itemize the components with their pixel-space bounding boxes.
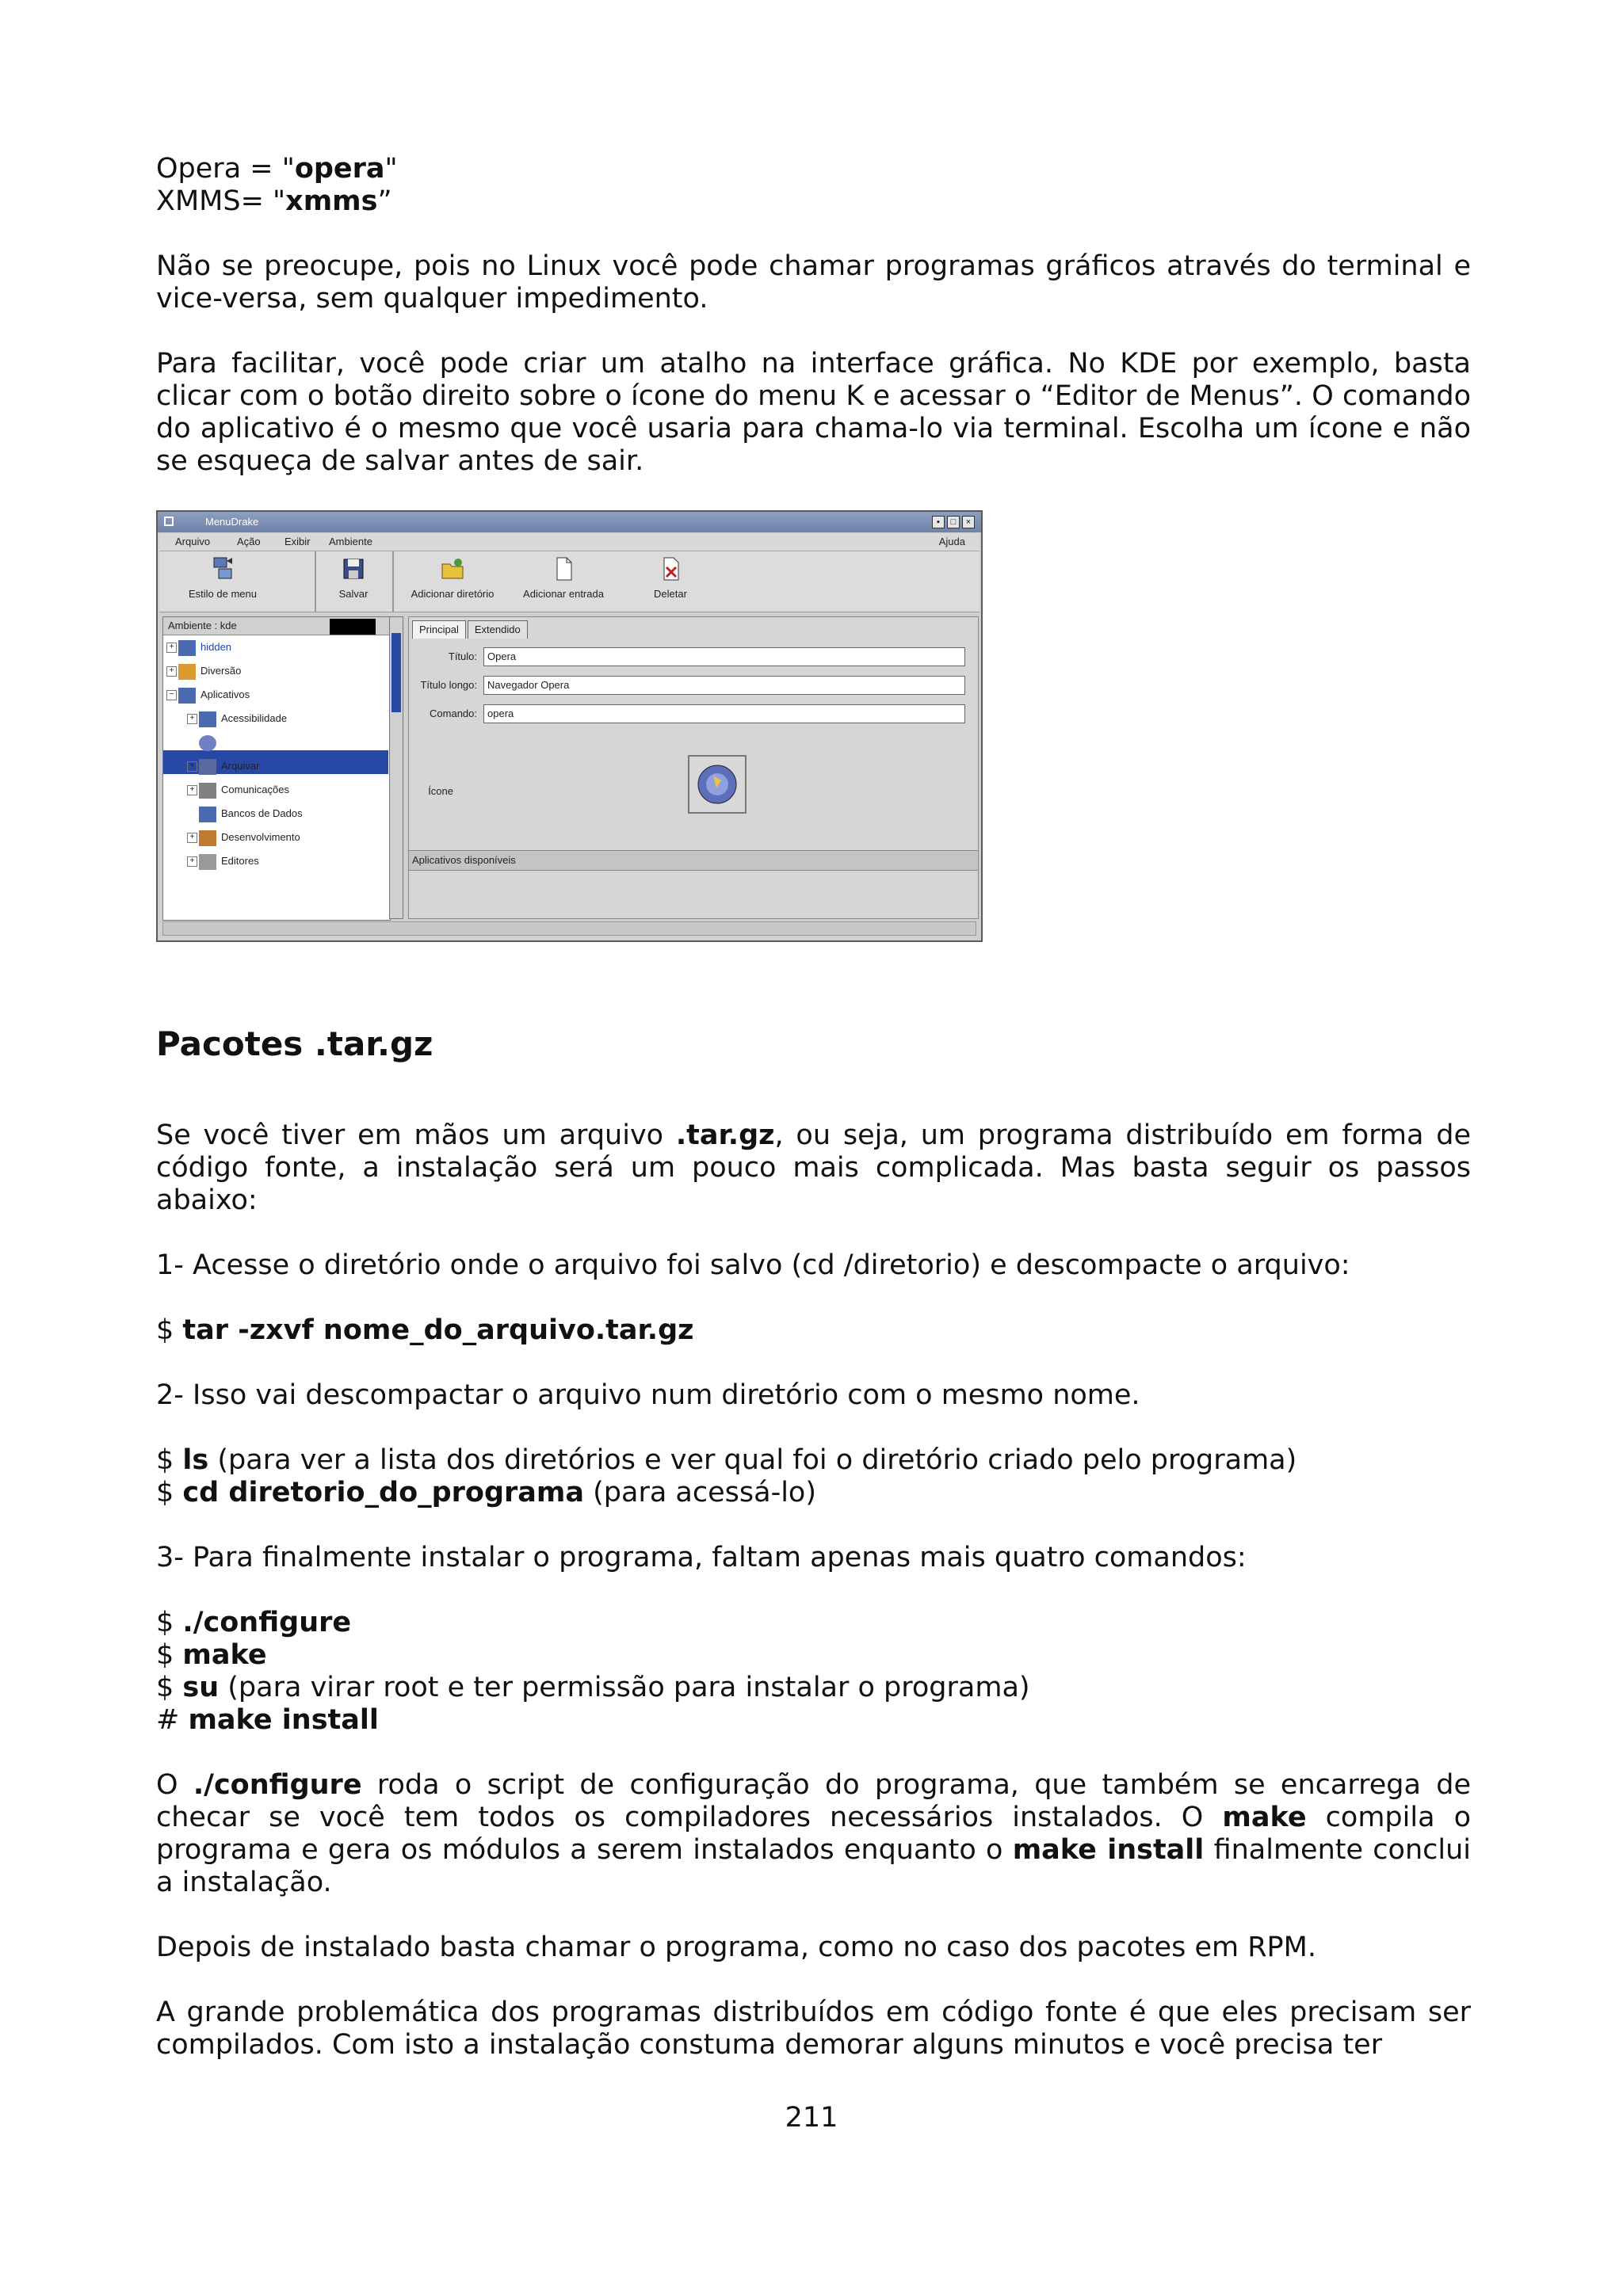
expand-icon: + — [187, 761, 197, 772]
menu-ajuda: Ajuda — [938, 536, 965, 547]
tab-bar — [412, 620, 529, 639]
tree-item-aplicativos — [166, 683, 250, 707]
menubar — [159, 533, 980, 551]
tree-item-comunicacoes — [187, 778, 289, 802]
toolbar-add-entry — [508, 556, 619, 601]
title-field: Opera — [483, 647, 965, 666]
folder-icon — [178, 640, 196, 656]
command-configure: $ ./configure — [156, 1607, 352, 1638]
toolbar-save-label: Salvar — [338, 588, 369, 600]
tree-item-diversao — [166, 659, 241, 683]
expand-icon: + — [187, 856, 197, 867]
menu-ambiente: Ambiente — [329, 536, 372, 547]
toolbar — [159, 551, 980, 612]
menu-exibir: Exibir — [285, 536, 311, 547]
expand-icon: + — [187, 833, 197, 843]
command-make-install: # make install — [156, 1704, 379, 1736]
tree-item-acessibilidade — [187, 707, 287, 730]
tree-scrollbar — [389, 616, 403, 919]
delete-icon — [659, 556, 682, 582]
command-block-install — [156, 1607, 1471, 1737]
tree-header — [163, 617, 390, 635]
intro-text: , ou seja, um programa distribuído em forma de código fonte, a instalação será um pouco mais complicada. Mas basta seguir os passos abaixo: — [156, 1119, 1471, 1216]
tree-item-opera — [187, 730, 250, 754]
toolbar-add-entry-label: Adicionar entrada — [523, 588, 604, 600]
opera-icon — [199, 735, 216, 751]
intro-bold: .tar.gz — [675, 1119, 775, 1151]
collapse-icon: − — [166, 690, 177, 700]
status-bar — [162, 921, 976, 936]
expand-icon: + — [166, 643, 177, 653]
tree-label: hidden — [200, 641, 232, 653]
toolbar-add-directory — [397, 556, 508, 601]
paragraph-explain: O ./configure roda o script de configuração do programa, que também se encarrega de checar se você tem todos os compiladores necessários instalados. O make compila o programa e gera os módulos a serem instalados enquanto o make install finalmente conclui a instalação. — [156, 1769, 1472, 1898]
tree-label: Arquivar — [221, 760, 260, 772]
tree-header-label: Ambiente : kde — [168, 620, 237, 631]
long-title-label: Título longo: — [420, 679, 477, 691]
step-3: 3- Para finalmente instalar o programa, faltam apenas mais quatro comandos: — [156, 1542, 1247, 1573]
window-titlebar — [158, 512, 981, 532]
xmms-command-line: XMMS= "xmms” — [156, 185, 392, 217]
tree-item-editores — [187, 849, 259, 873]
toolbar-delete-label: Deletar — [654, 588, 687, 600]
command-field: opera — [483, 704, 965, 723]
editor-icon — [199, 854, 216, 870]
menu-arquivo: Arquivo — [175, 536, 211, 547]
tree-label: Editores — [221, 855, 259, 867]
paragraph-shortcut: Para facilitar, você pode criar um atalho na interface gráfica. No KDE por exemplo, basta clicar com o botão direito sobre o ícone do menu K e acessar o “Editor de Menus”. O comando do aplicativo é o mesmo que você usaria para chama-lo via terminal. Escolha um ícone e não se esqueça de salvar antes de sair. — [156, 348, 1471, 477]
command-cd: $ cd diretorio_do_programa (para acessá-lo) — [156, 1477, 816, 1508]
paragraph-intro — [156, 1119, 1471, 1217]
expand-icon: + — [187, 785, 197, 795]
step-2: 2- Isso vai descompactar o arquivo num diretório com o mesmo nome. — [156, 1379, 1140, 1411]
icon-label: Ícone — [428, 785, 453, 797]
command-make: $ make — [156, 1639, 267, 1671]
archive-icon — [199, 759, 216, 775]
window-menu-icon — [164, 517, 174, 526]
title-label: Título: — [448, 650, 477, 662]
tree-header-block — [330, 619, 376, 635]
window-controls — [932, 516, 975, 528]
intro-text: Se você tiver em mãos um arquivo — [156, 1119, 676, 1151]
scrollbar-thumb — [391, 633, 401, 712]
paragraph-problem: A grande problemática dos programas distribuídos em código fonte é que eles precisam ser compilados. Com isto a instalação constuma demorar alguns minutos e você precisa ter — [156, 1997, 1471, 2061]
program-command-list — [156, 153, 1471, 218]
maximize-icon: □ — [947, 516, 960, 528]
command-label: Comando: — [430, 707, 477, 719]
menu-acao: Ação — [237, 536, 261, 547]
step-1: 1- Acesse o diretório onde o arquivo foi salvo (cd /diretorio) e descompacte o arquivo: — [156, 1249, 1350, 1281]
command-tar: $ tar -zxvf nome_do_arquivo.tar.gz — [156, 1314, 694, 1346]
expand-icon: + — [187, 714, 197, 724]
expand-icon: + — [166, 666, 177, 677]
paragraph-after-install: Depois de instalado basta chamar o programa, como no caso dos pacotes em RPM. — [156, 1932, 1316, 1963]
command-block-navigate — [156, 1444, 1471, 1509]
page-content — [156, 153, 1471, 2061]
tree-item-hidden — [166, 635, 231, 659]
communication-icon — [199, 783, 216, 799]
menudrake-screenshot — [156, 510, 983, 942]
opera-command-line: Opera = "opera" — [156, 153, 398, 185]
toolbar-separator — [315, 551, 316, 612]
toolbar-add-directory-label: Adicionar diretório — [411, 588, 495, 600]
entry-editor — [408, 616, 979, 919]
save-icon — [342, 556, 365, 582]
folder-icon — [199, 711, 216, 727]
tree-label: Desenvolvimento — [221, 831, 300, 843]
toolbar-delete — [635, 556, 706, 601]
command-block-tar — [156, 1314, 1471, 1347]
paragraph-terminal: Não se preocupe, pois no Linux você pode chamar programas gráficos através do terminal e vice-versa, sem qualquer impedimento. — [156, 250, 1471, 315]
command-su: $ su (para virar root e ter permissão para instalar o programa) — [156, 1672, 1030, 1703]
menu-tree — [162, 616, 391, 921]
folder-add-icon — [441, 556, 464, 582]
tree-item-arquivar — [187, 754, 259, 778]
page-number: 211 — [785, 2102, 838, 2134]
toolbar-separator — [392, 551, 394, 612]
games-icon — [178, 664, 196, 680]
icon-picker-button — [688, 755, 747, 814]
window-title: MenuDrake — [205, 516, 259, 528]
tree-label: Bancos de Dados — [221, 807, 303, 819]
tab-principal: Principal — [412, 620, 466, 639]
development-icon — [199, 830, 216, 846]
tree-item-bancos-de-dados — [187, 802, 303, 826]
tree-label: Diversão — [200, 665, 242, 677]
minimize-icon: ▪ — [932, 516, 945, 528]
tree-item-desenvolvimento — [187, 826, 300, 849]
folder-icon — [178, 688, 196, 704]
menu-style-icon — [211, 556, 235, 582]
opera-icon — [689, 757, 745, 812]
toolbar-edit-menu-label: Estilo de menu — [189, 588, 257, 600]
toolbar-edit-menu — [175, 556, 270, 601]
close-icon: × — [962, 516, 975, 528]
available-apps-header: Aplicativos disponíveis — [409, 850, 978, 871]
tree-label: Acessibilidade — [221, 712, 288, 724]
tab-extendido: Extendido — [468, 620, 528, 639]
section-heading: Pacotes .tar.gz — [156, 1024, 433, 1063]
tree-label: Opera — [221, 736, 250, 748]
database-icon — [199, 807, 216, 822]
long-title-field: Navegador Opera — [483, 676, 965, 695]
toolbar-save — [318, 556, 389, 601]
tree-label: Comunicações — [221, 784, 289, 795]
tree-label: Aplicativos — [200, 688, 250, 700]
new-file-icon — [552, 556, 575, 582]
command-ls: $ ls (para ver a lista dos diretórios e ver qual foi o diretório criado pelo programa) — [156, 1444, 1297, 1476]
